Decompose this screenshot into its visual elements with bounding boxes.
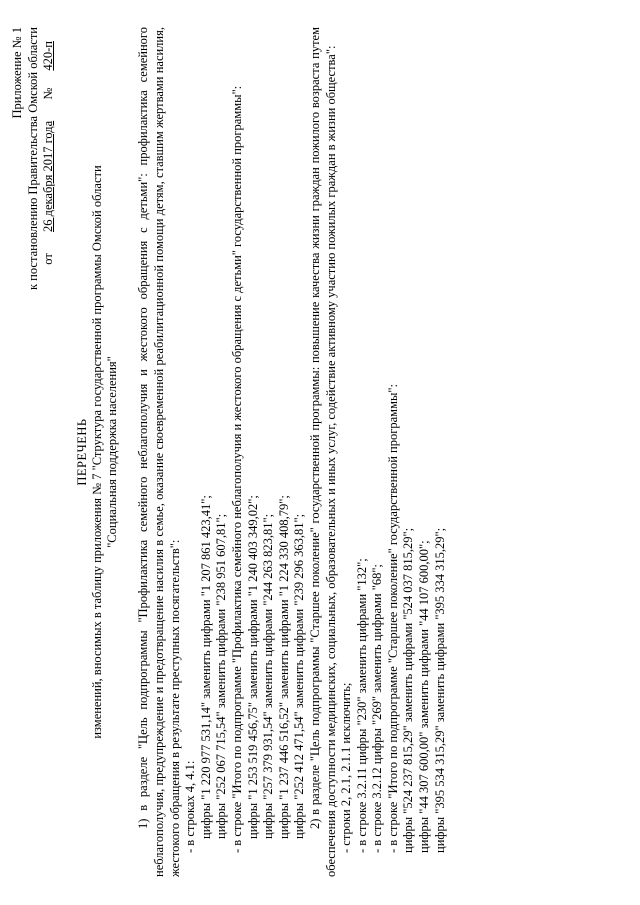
list-item: цифры "524 237 815,29" заменить цифрами "524 037 815,29"; [401,527,416,853]
appendix-label: Приложение № 1 [10,27,24,119]
list-item: цифры "1 253 519 456,75" заменить цифрами "1 240 403 349,02"; [245,495,260,839]
document-title [75,27,121,877]
number-label: № [41,87,56,100]
document-body [136,27,448,877]
list-item: цифры "1 237 446 516,52" заменить цифрами "1 224 330 408,79"; [276,495,291,839]
section-2-intro: 2) в разделе "Цель подпрограммы "Старшее поколение" государственной программы: повышение качества жизни граждан пожилого возраста путем обеспечения доступности медицинских, социальных, образовательных и иных услуг, содействие активному участию пожилых граждан в жизни общества": [307,27,338,877]
title-line-1: изменений, вносимых в таблицу приложения № 7 "Структура государственной программы Омской области [89,165,104,739]
section-1-total-label: - в строке "Итого по подпрограмме "Профилактика семейного неблагополучия и жестокого обращения с детьми" государственной программы": [229,85,244,853]
list-item: - в строке "Итого по подпрограмме "Старшее поколение" государственной программы": [385,384,400,853]
document-page [10,27,448,877]
section-1-rows-label: - в строках 4, 4.1: [183,760,198,853]
decree-date-line [41,27,57,877]
approval-block [10,27,57,877]
list-item: цифры "44 307 600,00" заменить цифрами "44 107 600,00"; [417,540,432,853]
decree-reference: к постановлению Правительства Омской области [25,27,40,291]
list-item: цифры "395 534 315,29" заменить цифрами "395 334 315,29"; [432,527,447,853]
list-item: - строки 2, 2.1, 2.1.1 исключить; [339,682,354,853]
section-1-intro: 1) в разделе "Цель подпрограммы "Профилактика семейного неблагополучия и жестокого обращения с детьми": профилактика семейного неблагополучия, предупреждение и предотвращение насилия в семье, оказание своевременной реабилитационной помощи детям, ставшим жертвами насилия, жестокого обращения в результате преступных посягательств": [136,27,182,877]
decree-number: 420-п [41,41,56,71]
title-line-2: "Социальная поддержка населения" [105,356,120,548]
list-item: цифры "252 067 715,54" заменить цифрами "238 951 607,81"; [214,513,229,839]
list-item: - в строке 3.2.11 цифры "230" заменить цифрами "132"; [354,558,369,853]
list-item: цифры "1 220 977 531,14" заменить цифрами "1 207 861 423,41"; [198,495,213,839]
list-item: цифры "257 379 931,54" заменить цифрами "244 263 823,81"; [261,513,276,839]
decree-date: 26 декабря 2017 года [41,120,56,232]
from-label: от [41,253,56,265]
list-item: цифры "252 412 471,54" заменить цифрами "239 296 363,81"; [292,513,307,839]
list-item: - в строке 3.2.12 цифры "269" заменить цифрами "68"; [370,564,385,853]
title-heading: ПЕРЕЧЕНЬ [74,418,89,486]
